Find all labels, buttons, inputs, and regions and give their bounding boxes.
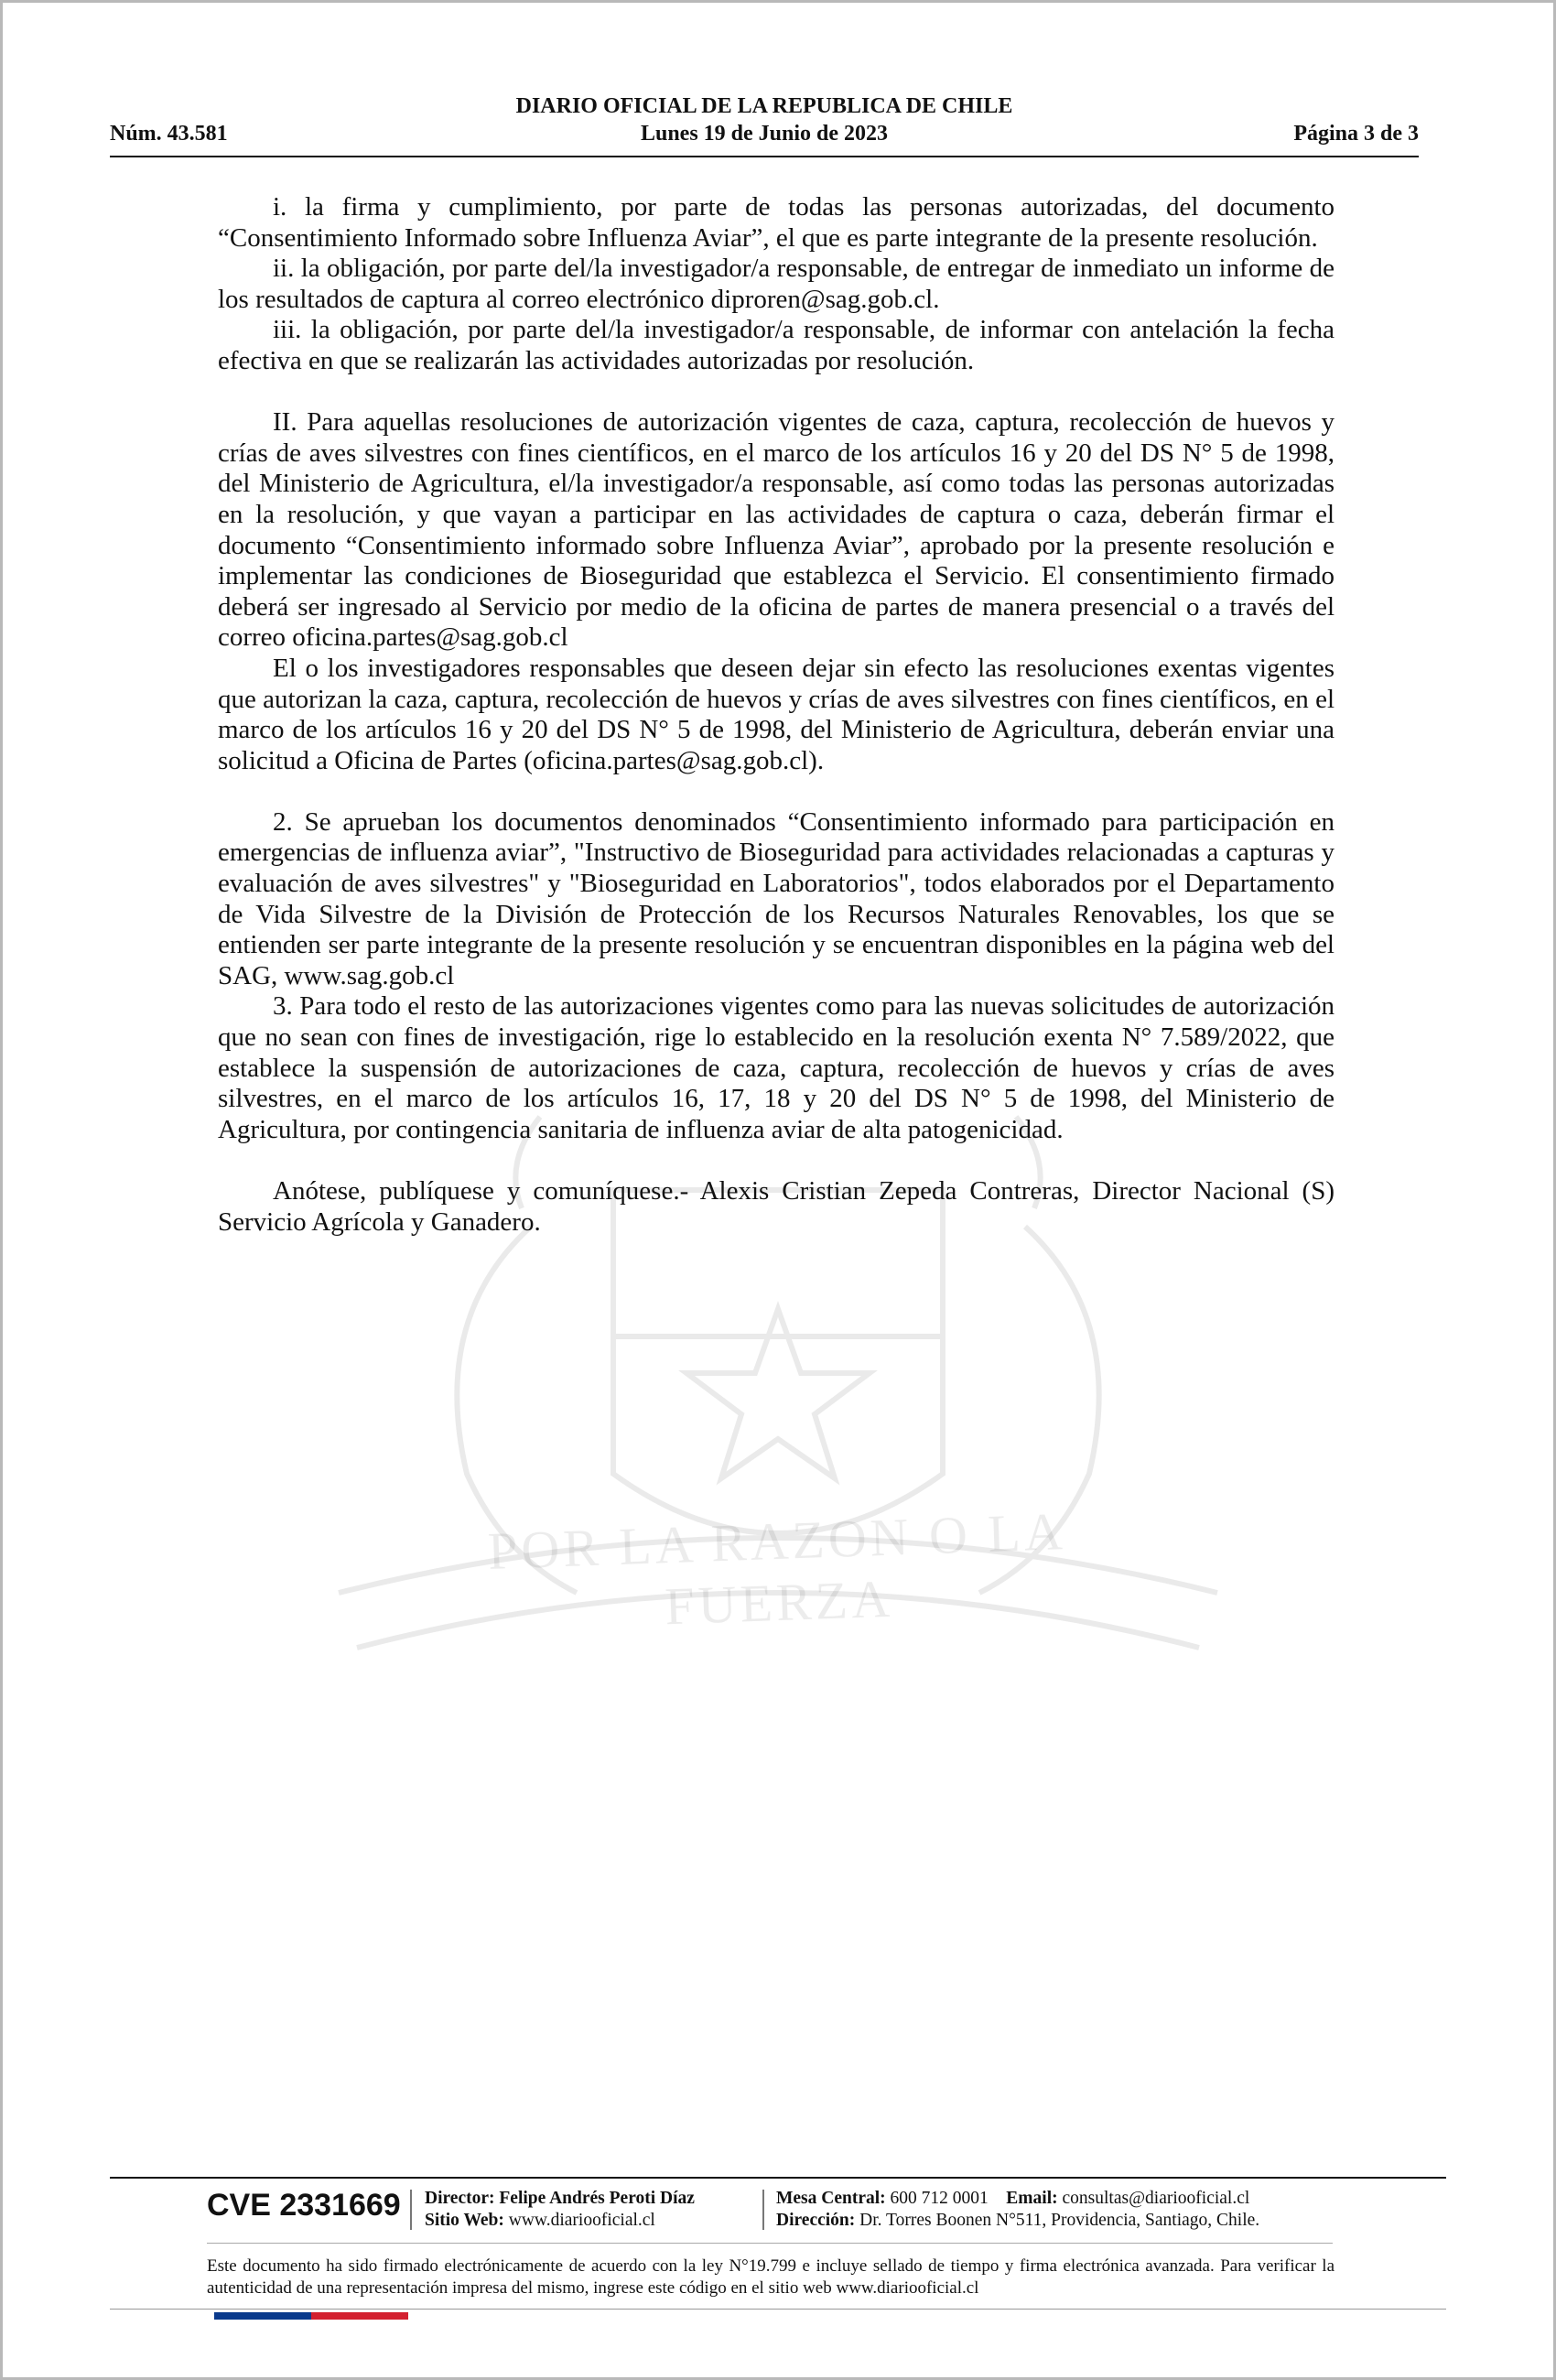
publication-title: DIARIO OFICIAL DE LA REPUBLICA DE CHILE xyxy=(515,94,1013,118)
watermark-motto: POR LA RAZON O LA FUERZA xyxy=(486,1501,1067,1637)
website-link[interactable]: www.diariooficial.cl xyxy=(508,2211,655,2230)
director-label: Director: xyxy=(425,2189,495,2208)
page-indicator: Página 3 de 3 xyxy=(1293,122,1419,146)
footer-separator xyxy=(410,2190,412,2230)
flag-stripe-blue xyxy=(214,2312,311,2320)
paragraph-article-3: 3. Para todo el resto de las autorizaciones vigentes como para las nuevas solicitudes de autorización que no sean con fines de investigación, rige lo establecido en la resolución exenta N° 7.589/2022, que establece la suspensión de autorizaciones de caza, captura, recolección de huevos y crías de aves silvestres, en el marco de los artículos 16, 17, 18 y 20 del DS N° 5 de 1998, del Ministerio de Agricultura, por contingencia sanitaria de influenza aviar de alta patogenicidad. xyxy=(218,991,1334,1144)
paragraph-article-2: 2. Se aprueban los documentos denominados “Consentimiento informado para participación en emergencias de influenza aviar”, "Instructivo de Bioseguridad para actividades relacionadas a capturas y evaluación de aves silvestres" y "Bioseguridad en Laboratorios", todos elaborados por el Departamento de Vida Silvestre de la División de Protección de los Recursos Naturales Renovables, los que se entienden ser parte integrante de la presente resolución y se encuentran disponibles en la página web del SAG, www.sag.gob.cl xyxy=(218,806,1334,990)
address-label: Dirección: xyxy=(776,2211,856,2230)
address-value: Dr. Torres Boonen N°511, Providencia, Santiago, Chile. xyxy=(859,2211,1260,2230)
cve-code: CVE 2331669 xyxy=(207,2188,401,2223)
phone-label: Mesa Central: xyxy=(776,2189,886,2208)
paragraph-item-ii: ii. la obligación, por parte del/la investigador/a responsable, de entregar de inmediato un informe de los resultados de captura al correo electrónico diproren@sag.gob.cl. xyxy=(218,254,1334,314)
document-header xyxy=(110,94,1419,158)
header-rule xyxy=(110,156,1419,157)
paragraph-revocation: El o los investigadores responsables que deseen dejar sin efecto las resoluciones exentas vigentes que autorizan la caza, captura, recolección de huevos y crías de aves silvestres con fines científicos, en el marco de los artículos 16 y 20 del DS N° 5 de 1998, del Ministerio de Agricultura, deberán enviar una solicitud a Oficina de Partes (oficina.partes@sag.gob.cl). xyxy=(218,653,1334,775)
paragraph-section-ii: II. Para aquellas resoluciones de autorización vigentes de caza, captura, recolección de huevos y crías de aves silvestres con fines científicos, en el marco de los artículos 16 y 20 del DS N° 5 de 1998, del Ministerio de Agricultura, el/la investigador/a responsable, así como todas las personas autorizadas en la resolución, y que vayan a participar en las actividades de captura o caza, deberán firmar el documento “Consentimiento informado sobre Influenza Aviar”, aprobado por la presente resolución e implementar las condiciones de Bioseguridad que establezca el Servicio. El consentimiento firmado deberá ser ingresado al Servicio por medio de la oficina de partes de manera presencial o a través del correo oficina.partes@sag.gob.cl xyxy=(218,407,1334,653)
email-label: Email: xyxy=(1006,2189,1058,2208)
footer-separator xyxy=(762,2190,764,2230)
phone-value: 600 712 0001 xyxy=(890,2189,989,2208)
legal-notice: Este documento ha sido firmado electrónicamente de acuerdo con la ley N°19.799 e incluye sellado de tiempo y firma electrónica avanzada. Para verificar la autenticidad de una representación impresa del mismo, ingrese este código en el sitio web www.diariooficial.cl xyxy=(207,2256,1334,2298)
document-body xyxy=(218,192,1334,1238)
footer-rule-top xyxy=(110,2177,1446,2179)
issue-number: Núm. 43.581 xyxy=(110,122,228,146)
issue-date: Lunes 19 de Junio de 2023 xyxy=(640,122,889,146)
footer-director-block xyxy=(425,2188,695,2232)
website-label: Sitio Web: xyxy=(425,2211,504,2230)
paragraph-item-i: i. la firma y cumplimiento, por parte de todas las personas autorizadas, del documento “Consentimiento Informado sobre Influenza Aviar”, el que es parte integrante de la presente resolución. xyxy=(218,192,1334,253)
paragraph-item-iii: iii. la obligación, por parte del/la investigador/a responsable, de informar con antelación la fecha efectiva en que se realizarán las actividades autorizadas por resolución. xyxy=(218,315,1334,375)
director-name: Felipe Andrés Peroti Díaz xyxy=(499,2189,695,2208)
email-link[interactable]: consultas@diariooficial.cl xyxy=(1062,2189,1250,2208)
footer-contact-block xyxy=(776,2188,1259,2232)
footer-rule-bottom xyxy=(110,2309,1446,2310)
footer-rule-middle xyxy=(207,2243,1333,2244)
flag-stripe-red xyxy=(311,2312,408,2320)
signature-paragraph: Anótese, publíquese y comuníquese.- Alexis Cristian Zepeda Contreras, Director Nacional (S) Servicio Agrícola y Ganadero. xyxy=(218,1176,1334,1237)
